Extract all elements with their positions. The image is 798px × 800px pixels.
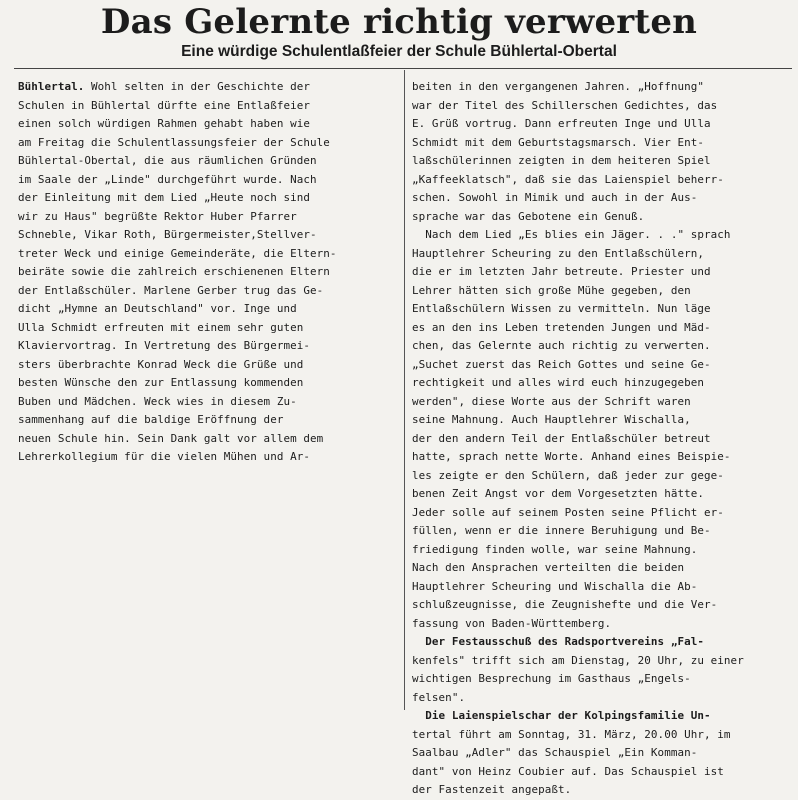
text-line: Jeder solle auf seinem Posten seine Pflicht er- (412, 505, 724, 519)
text-line: les zeigte er den Schülern, daß jeder zur gege- (412, 468, 724, 482)
text-line: Schneble, Vikar Roth, Bürgermeister,Stellver- (18, 228, 317, 241)
text-line: Entlaßschülern Wissen zu vermitteln. Nun läge (412, 302, 711, 315)
text-line: einen solch würdigen Rahmen gehabt haben wie (18, 117, 311, 130)
text-line: werden", diese Worte aus der Schrift waren (412, 394, 691, 408)
text-line: der Entlaßschüler. Marlene Gerber trug das Ge- (18, 283, 324, 297)
text-line: E. Grüß vortrug. Dann erfreuten Inge und Ulla (412, 117, 711, 130)
text-line: Nach dem Lied „Es blies ein Jäger. . ." sprach (412, 228, 731, 241)
text-line: schlußzeugnisse, die Zeugnishefte und die Ver- (412, 598, 718, 611)
notice-line: Der Festausschuß des Radsportvereins „Fal- (412, 635, 705, 648)
text-line: hatte, sprach nette Worte. Anhand eines Beispie- (412, 450, 731, 463)
notice-line: der Fastenzeit angepaßt. (412, 783, 572, 796)
text-line: rechtigkeit und alles wird euch hinzugegeben (412, 376, 705, 389)
text-line: war der Titel des Schillerschen Gedichtes, das (412, 98, 718, 112)
text-line-rest: Wohl selten in der Geschichte der (84, 80, 311, 93)
headline: Das Gelernte richtig verwerten (100, 2, 698, 42)
text-line: Ulla Schmidt erfreuten mit einem sehr guten (18, 320, 304, 334)
notice-line: wichtigen Besprechung im Gasthaus „Engels- (412, 672, 691, 685)
text-line: wir zu Haus" begrüßte Rektor Huber Pfarrer (18, 209, 297, 223)
text-line: chen, das Gelernte auch richtig zu verwerten. (412, 339, 711, 352)
text-line: Hauptlehrer Scheuring und Wischalla die Ab- (412, 579, 698, 593)
notice-line: tertal führt am Sonntag, 31. März, 20.00 Uhr, im (412, 727, 731, 741)
text-line: Nach den Ansprachen verteilten die beiden (412, 561, 685, 574)
notice-line: Die Laienspielschar der Kolpingsfamilie Un- (412, 709, 711, 722)
text-line: seine Mahnung. Auch Hauptlehrer Wischalla, (412, 413, 691, 426)
text-line: sammenhang auf die baldige Eröffnung der (18, 413, 284, 426)
text-line: benen Zeit Angst vor dem Vorgesetzten hätte. (412, 487, 705, 500)
text-line: die er im letzten Jahr betreute. Priester und (412, 265, 711, 278)
text-line: füllen, wenn er die innere Beruhigung und Be- (412, 524, 711, 537)
dateline: Bühlertal. (18, 80, 85, 93)
text-line: Hauptlehrer Scheuring zu den Entlaßschülern, (412, 246, 705, 260)
text-line: „Suchet zuerst das Reich Gottes und seine Ge- (412, 357, 711, 371)
text-line: Buben und Mädchen. Weck wies in diesem Zu- (18, 394, 297, 408)
text-line: der Einleitung mit dem Lied „Heute noch sind (18, 191, 311, 204)
text-line: der den andern Teil der Entlaßschüler betreut (412, 431, 711, 445)
text-line: besten Wünsche den zur Entlassung kommenden (18, 376, 304, 389)
notice-line: dant" von Heinz Coubier auf. Das Schauspiel ist (412, 764, 724, 778)
text-line: „Kaffeeklatsch", daß sie das Laienspiel beherr- (412, 172, 724, 186)
notice-line: felsen". (412, 690, 466, 704)
text-line: Klaviervortrag. In Vertretung des Bürgermei- (18, 339, 311, 352)
text-line: Schulen in Bühlertal dürfte eine Entlaßfeier (18, 98, 311, 112)
notice-line: kenfels" trifft sich am Dienstag, 20 Uhr, zu einer (412, 653, 744, 667)
text-line: Lehrer hätten sich große Mühe gegeben, den (412, 283, 691, 297)
text-line: beiten in den vergangenen Jahren. „Hoffnung" (412, 80, 705, 93)
text-line: sprache war das Gebotene ein Genuß. (412, 209, 645, 223)
text-line (18, 78, 398, 97)
header-rule (14, 68, 792, 69)
text-line: es an den ins Leben tretenden Jungen und Mäd- (412, 320, 711, 334)
text-line: beiräte sowie die zahlreich erschienenen Eltern (18, 265, 330, 278)
text-line: Schmidt mit dem Geburtstagsmarsch. Vier Ent- (412, 135, 705, 149)
text-line: neuen Schule hin. Sein Dank galt vor allem dem (18, 431, 324, 445)
text-line: sters überbrachte Konrad Weck die Grüße und (18, 357, 304, 371)
column-divider (404, 70, 405, 710)
text-line: fassung von Baden-Württemberg. (412, 616, 612, 630)
right-column (412, 78, 790, 800)
text-line: schen. Sowohl in Mimik und auch in der Aus- (412, 191, 698, 204)
subheadline: Eine würdige Schulentlaßfeier der Schule Bühlertal-Obertal (181, 43, 617, 60)
notice-line: Saalbau „Adler" das Schauspiel „Ein Komman- (412, 746, 698, 759)
text-line: im Saale der „Linde" durchgeführt wurde. Nach (18, 172, 317, 186)
text-line: friedigung finden wolle, war seine Mahnung. (412, 542, 698, 556)
text-line: am Freitag die Schulentlassungsfeier der Schule (18, 135, 330, 149)
text-line: treter Weck und einige Gemeinderäte, die Eltern- (18, 246, 337, 260)
left-column (18, 78, 398, 467)
text-line: dicht „Hymne an Deutschland" vor. Inge und (18, 302, 297, 315)
text-line: Bühlertal-Obertal, die aus räumlichen Gründen (18, 154, 317, 167)
text-line: Lehrerkollegium für die vielen Mühen und Ar- (18, 450, 311, 463)
text-line: laßschülerinnen zeigten in dem heiteren Spiel (412, 154, 711, 167)
